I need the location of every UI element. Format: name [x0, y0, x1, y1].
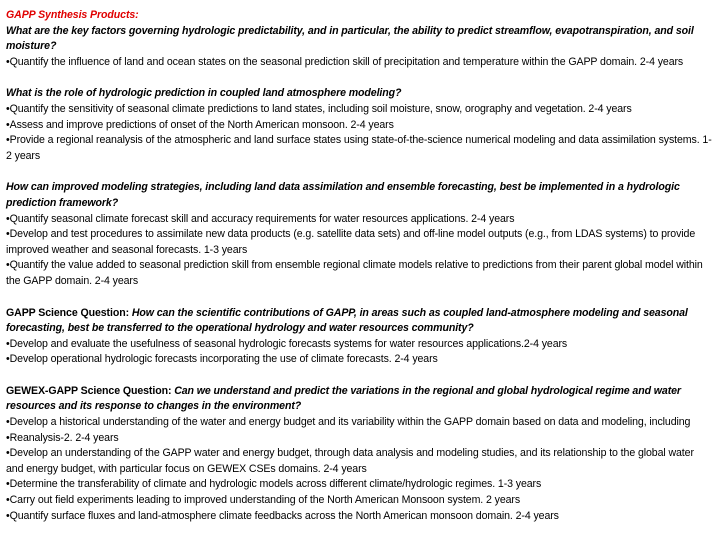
section-spacer: [6, 70, 714, 86]
section-modeling-strategies: [6, 180, 714, 289]
section-question: [6, 306, 714, 337]
bullet-item: •Assess and improve predictions of onset of the North American monsoon. 2-4 years: [6, 118, 394, 131]
document-title: GAPP Synthesis Products:: [6, 9, 139, 21]
bullet-item: •Develop an understanding of the GAPP water and energy budget, through data analysis and modeling studies, and its relationship to the global water and energy budget, with particular focus on GEWEX CSEs domains. 2-4 years: [6, 447, 694, 475]
bullet-item: •Reanalysis-2. 2-4 years: [6, 431, 119, 444]
bullet-item: •Develop operational hydrologic forecasts incorporating the use of climate forecasts. 2-4 years: [6, 353, 438, 366]
document-page: [6, 8, 714, 524]
question-label: GAPP Science Question:: [6, 306, 130, 319]
bullet-item: •Provide a regional reanalysis of the atmospheric and land surface states using state-of-the-science numerical modeling and data assimilation systems. 1-2 years: [6, 134, 712, 162]
question-label: GEWEX-GAPP Science Question:: [6, 384, 172, 397]
bullet-item: •Develop a historical understanding of the water and energy budget and its variability within the GAPP domain based on data and modeling, including: [6, 416, 691, 429]
section-gapp-science-question: [6, 306, 714, 368]
bullet-item: •Develop and test procedures to assimilate new data products (e.g. satellite data sets) and off-line model outputs (e.g., from LDAS systems) to provide improved weather and seasonal forecasts. 1-3 years: [6, 228, 696, 256]
bullet-item: •Quantify surface fluxes and land-atmosphere climate feedbacks across the North American monsoon domain. 2-4 years: [6, 509, 559, 522]
bullet-item: •Quantify the value added to seasonal prediction skill from ensemble regional climate models relative to predictions from their parent global model within the GAPP domain. 2-4 years: [6, 259, 703, 287]
bullet-item: •Determine the transferability of climate and hydrologic models across different climate/hydrologic regimes. 1-3 years: [6, 478, 542, 491]
bullet-item: •Quantify the sensitivity of seasonal climate predictions to land states, including soil moisture, snow, orography and vegetation. 2-4 years: [6, 102, 632, 115]
bullet-item: •Carry out field experiments leading to improved understanding of the North American Monsoon system. 2 years: [6, 494, 521, 507]
section-gewex-gapp-science-question: [6, 384, 714, 524]
section-spacer: [6, 290, 714, 306]
section-question: How can improved modeling strategies, including land data assimilation and ensemble forecasting, best be implemented in a hydrologic prediction framework?: [6, 181, 680, 209]
bullet-item: •Quantify seasonal climate forecast skill and accuracy requirements for water resources applications. 2-4 years: [6, 212, 515, 225]
bullet-item: •Develop and evaluate the usefulness of seasonal hydrologic forecasts systems for water resources applications.2-4 years: [6, 337, 568, 350]
section-key-factors: [6, 24, 714, 71]
question-text: Can we understand and predict the variations in the regional and global hydrological regime and water resources and its response to changes in the environment?: [6, 384, 681, 413]
question-text: How can the scientific contributions of GAPP, in areas such as coupled land-atmosphere modeling and seasonal forecasting, best be transferred to the operational hydrology and water resources community?: [6, 306, 688, 335]
bullet-item: •Quantify the influence of land and ocean states on the seasonal prediction skill of precipitation and temperature within the GAPP domain. 2-4 years: [6, 55, 684, 68]
section-question: What are the key factors governing hydrologic predictability, and in particular, the ability to predict streamflow, evapotranspiration, and soil moisture?: [6, 24, 694, 53]
section-spacer: [6, 164, 714, 180]
section-spacer: [6, 368, 714, 384]
section-hydrologic-prediction-role: [6, 86, 714, 164]
section-question: What is the role of hydrologic prediction in coupled land atmosphere modeling?: [6, 87, 402, 100]
section-question: [6, 384, 714, 415]
